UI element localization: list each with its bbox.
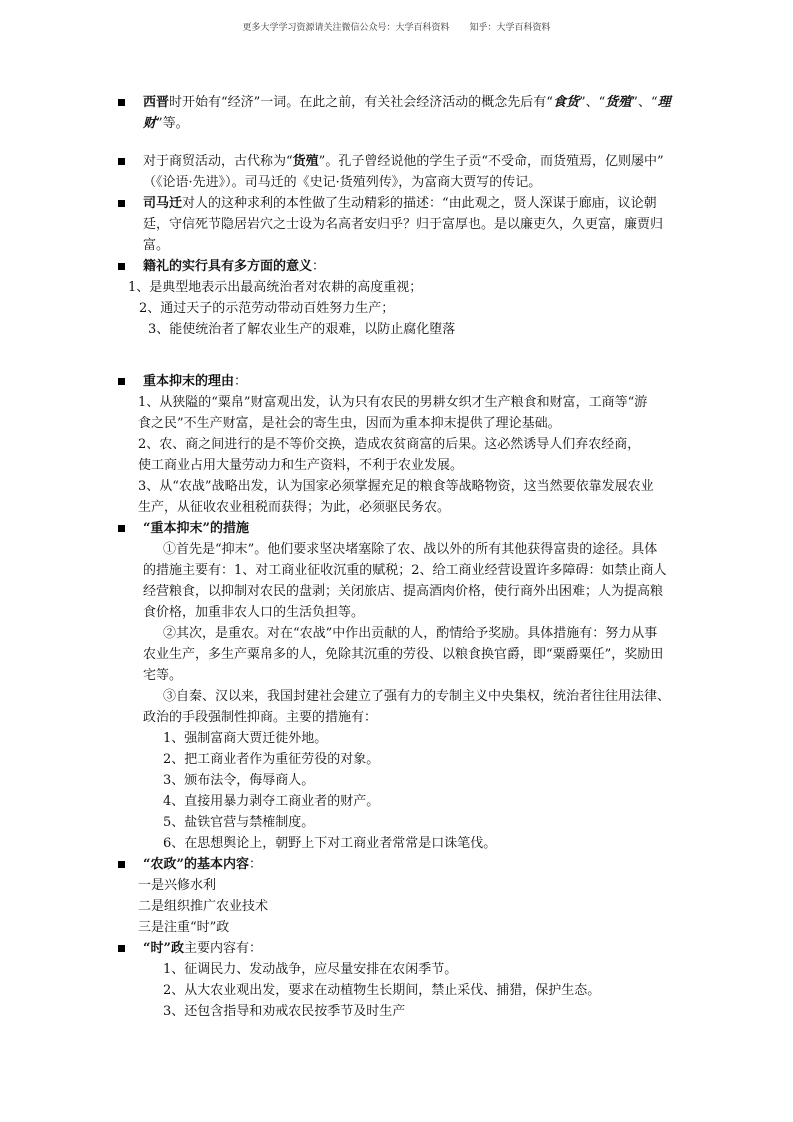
text-segment: ”。孔子曾经说他的学生子贡“不受命，而货殖焉，亿则屡中” xyxy=(318,154,664,169)
text-line xyxy=(143,92,708,113)
list-item: 3、颁布法令，侮辱商人。 xyxy=(163,773,315,788)
title-text: “农政”的基本内容 xyxy=(143,857,249,872)
text-segment: ”等。 xyxy=(156,116,189,131)
section-title xyxy=(143,938,708,959)
square-bullet-icon xyxy=(118,263,125,270)
keyword: 理 xyxy=(657,95,671,110)
text-line: 食价格，加重非农人口的生活负担等。 xyxy=(143,605,365,620)
text-line xyxy=(143,113,708,134)
keyword: 西晋 xyxy=(143,95,170,110)
keyword: 货殖 xyxy=(605,95,632,110)
page-header: 更多大学学习资源请关注微信公众号：大学百科资料 知乎：大学百科资料 xyxy=(242,23,551,33)
section-sima-qian xyxy=(118,193,708,256)
section-jili xyxy=(118,256,708,277)
text-line: 2、农、商之间进行的是不等价交换，造成农贫商富的后果。这必然诱导人们弃农经商， xyxy=(138,437,641,452)
list-item: 5、盐铁官营与禁榷制度。 xyxy=(163,815,315,830)
list-item: 1、征调民力、发动战争，应尽量安排在农闲季节。 xyxy=(163,962,458,977)
text-line: 宅等。 xyxy=(143,668,183,683)
text-line: 的措施主要有：1、对工商业征收沉重的赋税；2、给工商业经营设置许多障碍：如禁止商人 xyxy=(143,563,667,578)
list-item: 1、强制富商大贾迁徙外地。 xyxy=(163,731,328,746)
text-line: 农业生产，多生产粟帛多的人，免除其沉重的劳役、以粮食换官爵，即“粟爵粟任”，奖励田 xyxy=(143,647,664,662)
list-item: 4、直接用暴力剥夺工商业者的财产。 xyxy=(163,794,380,809)
list-item: 2、通过天子的示范劳动带动百姓努力生产； xyxy=(139,301,395,316)
title-colon: ： xyxy=(234,374,248,389)
section-nongzheng xyxy=(118,854,708,875)
list-item: 3、还包含指导和劝戒农民按季节及时生产 xyxy=(163,1004,406,1019)
list-item: 二是组织推广农业技术 xyxy=(138,899,269,914)
list-item: 3、能使统治者了解农业生产的艰难，以防止腐化堕落 xyxy=(148,322,456,337)
document-body xyxy=(118,92,708,1022)
section-title xyxy=(143,371,708,392)
square-bullet-icon xyxy=(118,200,125,207)
title-text: 籍礼的实行具有多方面的意义 xyxy=(143,259,313,274)
text-segment: 时开始有“经济”一词。在此之前，有关社会经济活动的概念先后有“ xyxy=(169,95,553,110)
text-line: ③自秦、汉以来，我国封建社会建立了强有力的专制主义中央集权，统治者往往用法律、 xyxy=(163,689,671,704)
text-line: 生产，从征收农业租税而获得；为此，必须驱民务农。 xyxy=(138,500,451,515)
list-item: 2、从大农业观出发，要求在动植物生长期间，禁止采伐、捕猎，保护生态。 xyxy=(163,983,601,998)
square-bullet-icon xyxy=(118,525,125,532)
title-text: “时”政 xyxy=(143,941,184,956)
title-colon: ： xyxy=(312,259,326,274)
list-item: 一是兴修水利 xyxy=(138,878,217,893)
section-reasons xyxy=(118,371,708,392)
list-item: 6、在思想舆论上，朝野上下对工商业者常常是口诛笔伐。 xyxy=(163,836,497,851)
text-line: 使工商业占用大量劳动力和生产资料，不利于农业发展。 xyxy=(138,458,464,473)
text-line: 政治的手段强制性抑商。主要的措施有： xyxy=(143,710,378,725)
keyword: 食货 xyxy=(552,95,579,110)
text-segment: 对于商贸活动，古代称为“ xyxy=(143,154,293,169)
text-line: ①首先是“抑末”。他们要求坚决堵塞除了农、战以外的所有其他获得富贵的途径。具体 xyxy=(163,542,658,557)
square-bullet-icon xyxy=(118,158,125,165)
text-segment: 对人的这种求利的本性做了生动精彩的描述：“由此观之，贤人深谋于廊庙，议论朝 xyxy=(182,196,657,211)
keyword: 货殖 xyxy=(292,154,319,169)
square-bullet-icon xyxy=(118,99,125,106)
section-title xyxy=(143,256,708,277)
text-line: （《论语·先进》）。司马迁的《史记·货殖列传》，为富商大贾写的传记。 xyxy=(143,175,542,190)
text-line xyxy=(143,151,708,172)
text-line: 富。 xyxy=(143,238,170,253)
text-line: 经营粮食，以抑制对农民的盘剥；关闭旅店、提高酒肉价格，使行商外出困难；人为提高粮 xyxy=(143,584,664,599)
text-line: 食之民”不生产财富，是社会的寄生虫，因而为重本抑末提供了理论基础。 xyxy=(138,416,561,431)
section-title: “重本抑末”的措施 xyxy=(143,521,249,536)
section-trade xyxy=(118,151,708,193)
list-item: 三是注重“时”政 xyxy=(138,920,230,935)
keyword: 财 xyxy=(143,116,157,131)
text-line: ②其次，是重农。对在“农战”中作出贡献的人，酌情给予奖励。具体措施有：努力从事 xyxy=(163,626,658,641)
list-item: 1、是典型地表示出最高统治者对农耕的高度重视； xyxy=(128,280,423,295)
square-bullet-icon xyxy=(118,378,125,385)
keyword: 司马迁 xyxy=(143,196,183,211)
text-line xyxy=(143,193,708,214)
section-shizheng xyxy=(118,938,708,959)
text-line: 廷，守信死节隐居岩穴之士设为名高者安归乎？归于富厚也。是以廉吏久，久更富，廉贾归 xyxy=(143,217,664,232)
square-bullet-icon xyxy=(118,861,125,868)
title-rest: 主要内容有： xyxy=(183,941,262,956)
title-text: 重本抑末的理由 xyxy=(143,374,235,389)
section-measures xyxy=(118,518,708,539)
square-bullet-icon xyxy=(118,945,125,952)
text-line: 1、从狭隘的“粟帛”财富观出发，认为只有农民的男耕女织才生产粮食和财富，工商等“游 xyxy=(138,395,648,410)
section-title xyxy=(143,854,708,875)
text-segment: ”、“ xyxy=(631,95,658,110)
title-colon: ： xyxy=(248,857,262,872)
list-item: 2、把工商业者作为重征劳役的对象。 xyxy=(163,752,380,767)
text-line: 3、从“农战”战略出发，认为国家必须掌握充足的粮食等战略物资，这当然要依靠发展农业 xyxy=(138,479,654,494)
section-economy-term xyxy=(118,92,708,134)
text-segment: ”、“ xyxy=(578,95,606,110)
